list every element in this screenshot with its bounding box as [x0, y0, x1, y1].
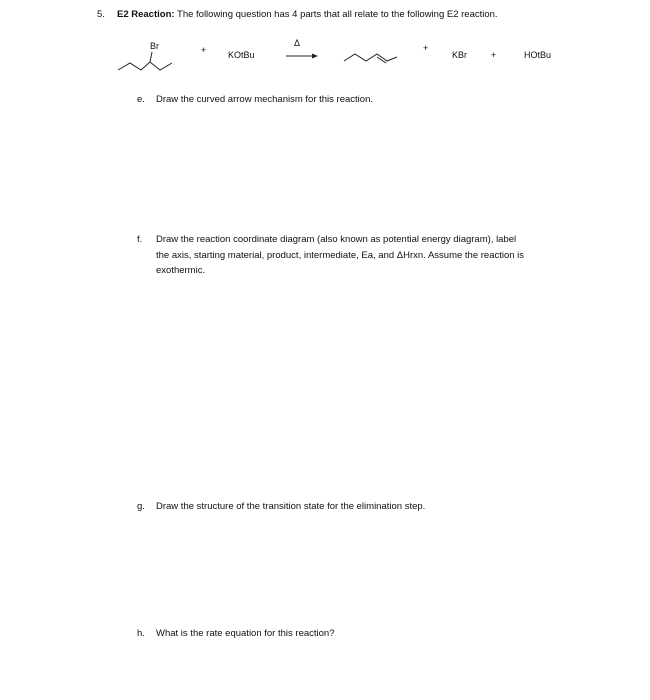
starting-material-structure — [118, 52, 172, 70]
part-e-letter: e. — [137, 94, 145, 105]
reaction-arrow — [286, 54, 318, 59]
part-h-letter: h. — [137, 628, 145, 639]
part-g-letter: g. — [137, 501, 145, 512]
question-number: 5. — [97, 9, 105, 20]
part-f-line-3: exothermic. — [156, 265, 206, 276]
byproduct-hotbu: HOtBu — [524, 50, 552, 60]
plus-sign-1: + — [201, 45, 207, 55]
part-f-line-1: Draw the reaction coordinate diagram (also known as potential energy diagram), label — [156, 234, 517, 245]
question-title-bold: E2 Reaction: — [117, 9, 175, 20]
reagent-label: KOtBu — [228, 50, 255, 60]
plus-sign-3: + — [491, 50, 497, 60]
byproduct-kbr: KBr — [452, 50, 468, 60]
plus-sign-2: + — [423, 43, 429, 53]
reaction-scheme-drawing — [0, 0, 650, 90]
part-e-text: Draw the curved arrow mechanism for this reaction. — [156, 94, 373, 105]
heat-symbol: Δ — [294, 38, 301, 48]
part-h-text: What is the rate equation for this reaction? — [156, 628, 335, 639]
part-f-text — [156, 232, 596, 279]
bromine-label: Br — [150, 41, 159, 51]
alkene-product-structure — [344, 54, 397, 63]
part-g-text: Draw the structure of the transition state for the elimination step. — [156, 501, 426, 512]
reaction-scheme — [0, 0, 650, 90]
question-title-text: The following question has 4 parts that all relate to the following E2 reaction. — [174, 9, 498, 20]
part-f-letter: f. — [137, 234, 143, 245]
part-f-line-2: the axis, starting material, product, intermediate, Ea, and ΔHrxn. Assume the reaction is — [156, 249, 525, 261]
